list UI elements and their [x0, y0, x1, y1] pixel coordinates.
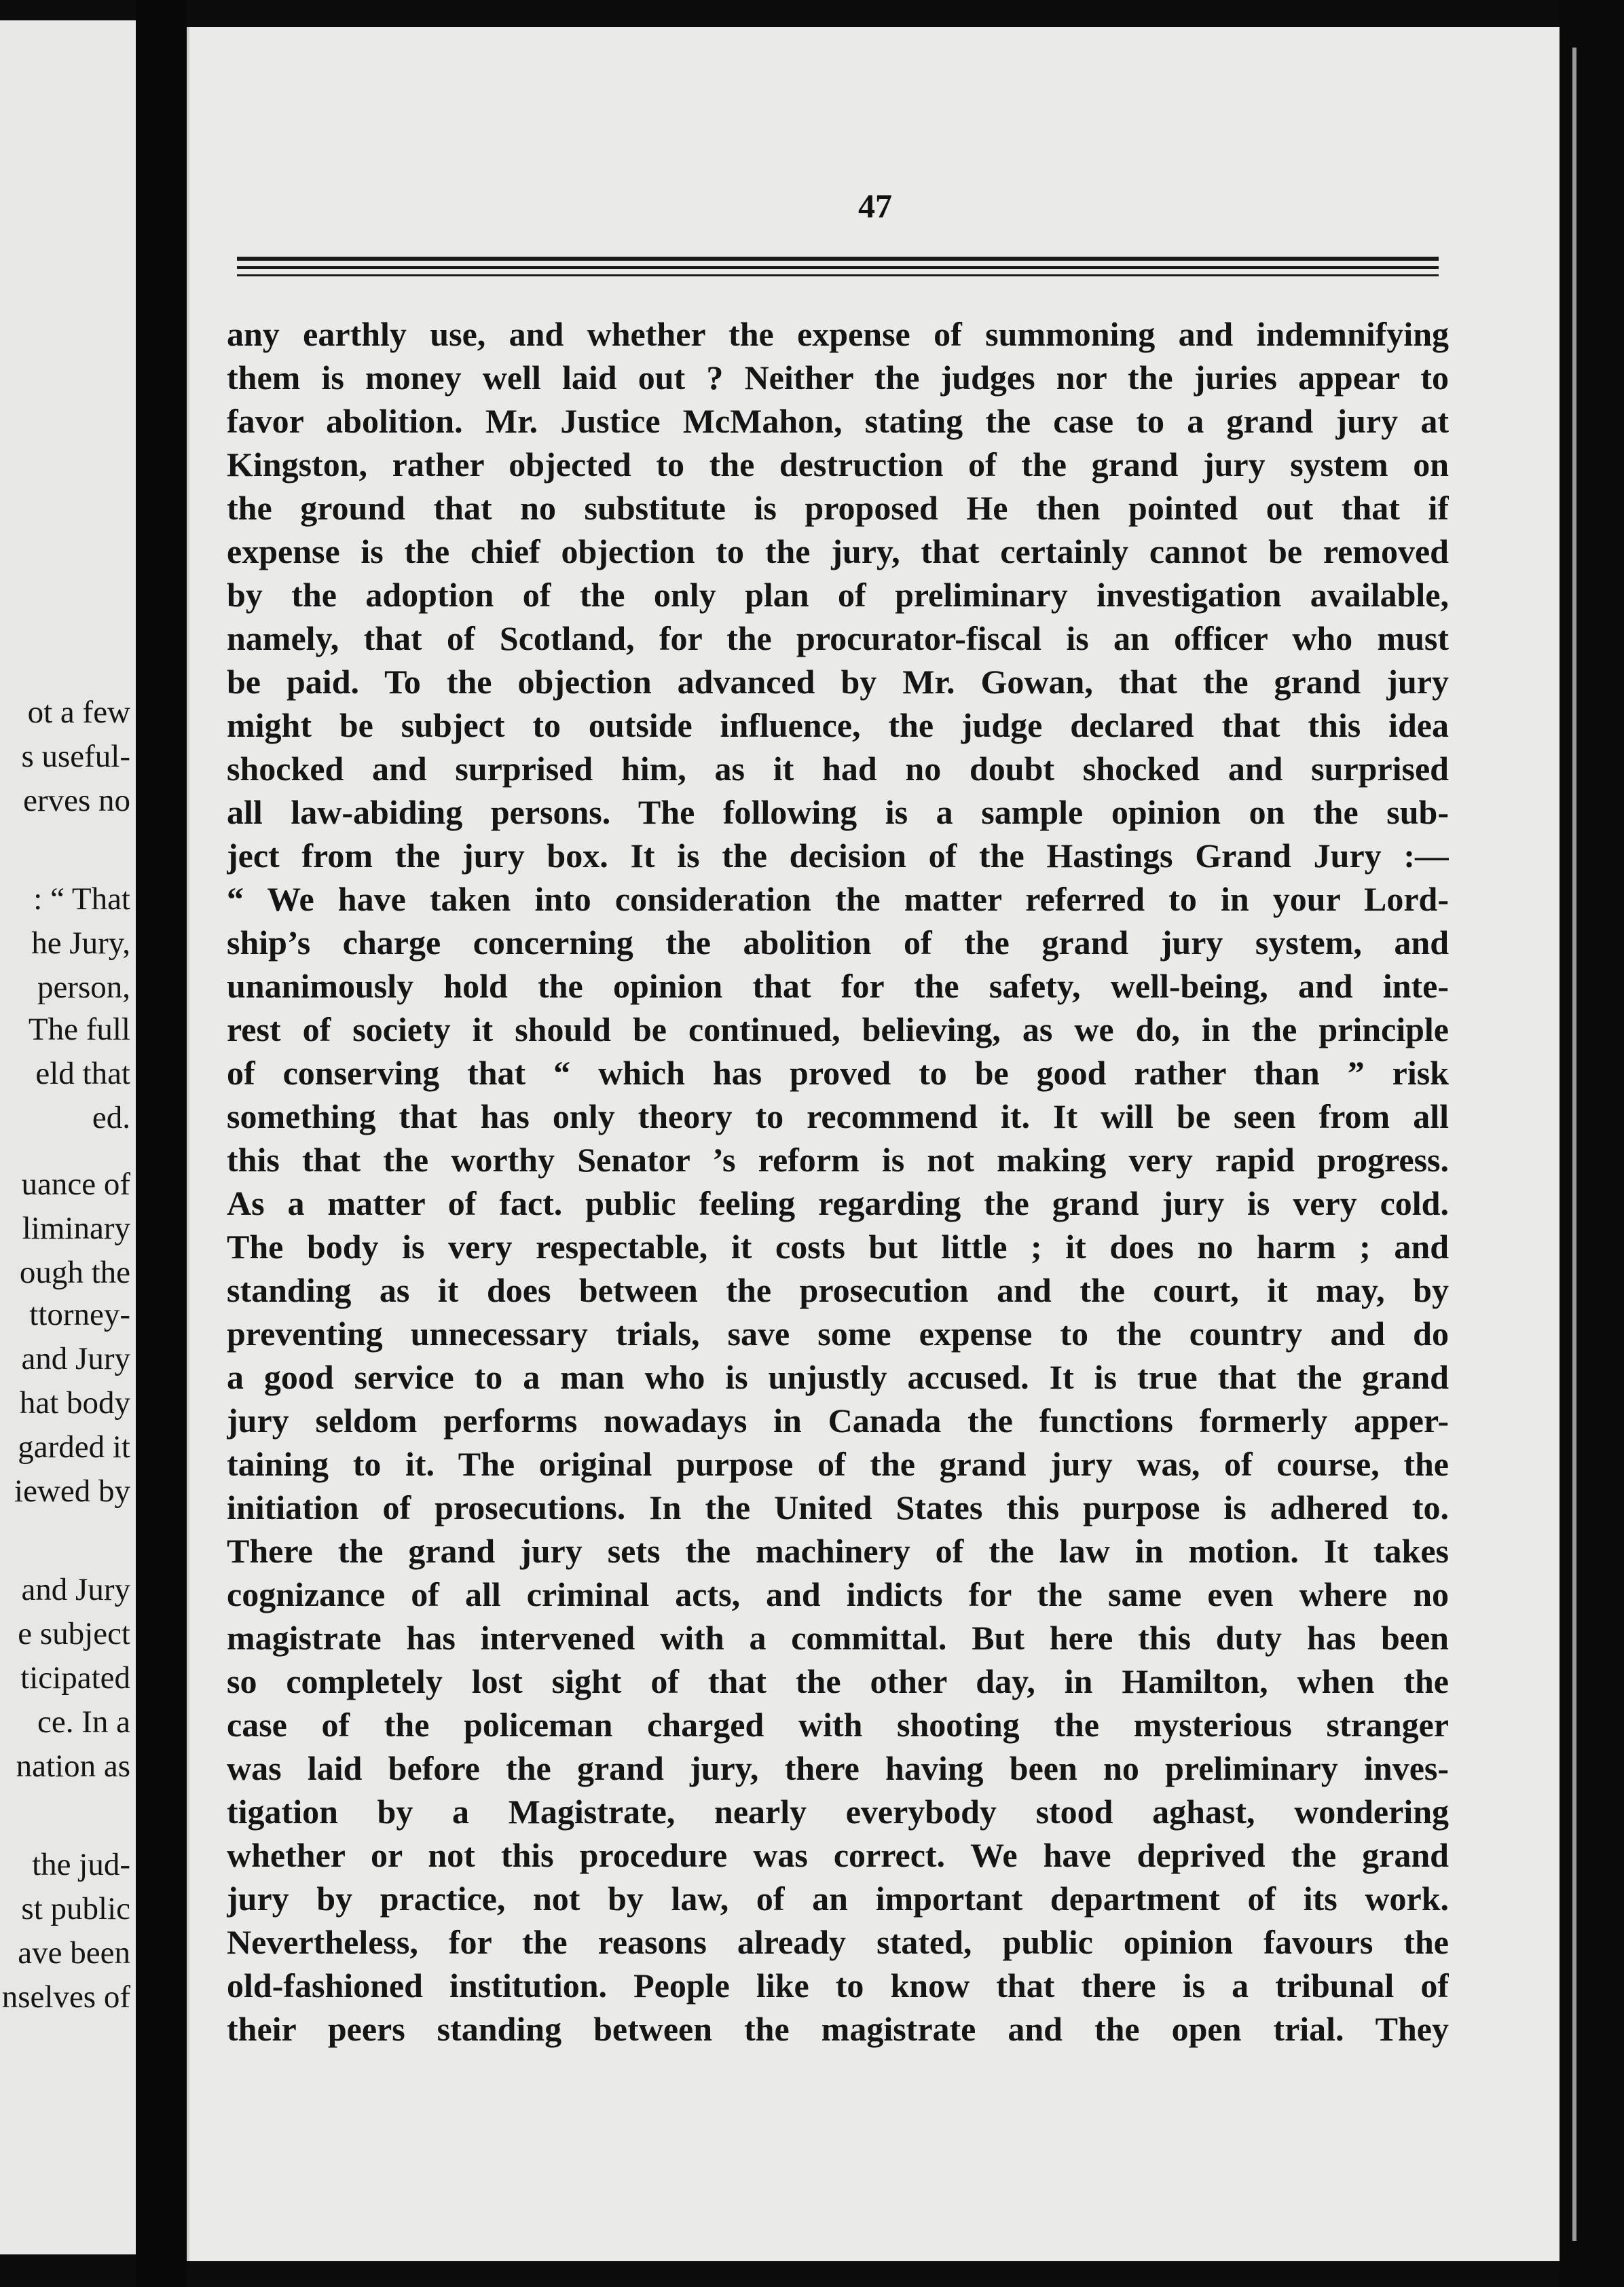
- facing-text-line: and Jury: [21, 1572, 130, 1607]
- facing-text-line: he Jury,: [31, 926, 130, 961]
- facing-text-line: liminary: [22, 1211, 130, 1246]
- facing-text-line: erves no: [23, 783, 130, 818]
- text-line: There the grand jury sets the machinery of the law in motion. It takes: [227, 1532, 1449, 1570]
- text-line: namely, that of Scotland, for the procurator-fiscal is an officer who must: [227, 619, 1449, 657]
- scan-border-line: [1572, 48, 1576, 2241]
- text-line: a good service to a man who is unjustly accused. It is true that the grand: [227, 1358, 1449, 1396]
- text-line: standing as it does between the prosecution and the court, it may, by: [227, 1271, 1449, 1309]
- text-line: “ We have taken into consideration the matter referred to in your Lord-: [227, 880, 1449, 918]
- facing-page-fragment: [0, 20, 136, 2254]
- text-line: might be subject to outside influence, the judge declared that this idea: [227, 706, 1449, 744]
- text-line: them is money well laid out ? Neither the judges nor the juries appear to: [227, 359, 1449, 397]
- facing-text-line: hat body: [19, 1385, 130, 1421]
- facing-text-line: ttorney-: [29, 1297, 130, 1332]
- header-rule: [237, 257, 1439, 261]
- book-binding-gutter: [136, 0, 187, 2287]
- text-line: The body is very respectable, it costs but little ; it does no harm ; and: [227, 1228, 1449, 1266]
- text-line: any earthly use, and whether the expense of summoning and indemnifying: [227, 315, 1449, 353]
- facing-text-line: eld that: [35, 1056, 130, 1091]
- facing-text-line: s useful-: [21, 739, 130, 774]
- text-line: cognizance of all criminal acts, and indicts for the same even where no: [227, 1575, 1449, 1613]
- text-line: initiation of prosecutions. In the United States this purpose is adhered to.: [227, 1488, 1449, 1526]
- text-line: something that has only theory to recommend it. It will be seen from all: [227, 1097, 1449, 1135]
- facing-text-line: uance of: [21, 1167, 130, 1202]
- text-line: old-fashioned institution. People like to know that there is a tribunal of: [227, 1966, 1449, 2005]
- facing-text-line: ot a few: [27, 695, 130, 730]
- facing-text-line: and Jury: [21, 1341, 130, 1376]
- facing-text-line: nselves of: [1, 1979, 130, 2015]
- text-line: case of the policeman charged with shooting the mysterious stranger: [227, 1706, 1449, 1744]
- facing-text-line: : “ That: [33, 881, 130, 917]
- text-line: taining to it. The original purpose of the grand jury was, of course, the: [227, 1445, 1449, 1483]
- facing-text-line: ave been: [18, 1935, 130, 1971]
- text-line: whether or not this procedure was correct. We have deprived the grand: [227, 1836, 1449, 1874]
- book-page: [187, 27, 1562, 2261]
- text-line: unanimously hold the opinion that for the safety, well-being, and inte-: [227, 967, 1449, 1005]
- facing-text-line: ed.: [92, 1100, 130, 1135]
- text-line: shocked and surprised him, as it had no doubt shocked and surprised: [227, 750, 1449, 788]
- text-line: preventing unnecessary trials, save some expense to the country and do: [227, 1315, 1449, 1353]
- text-line: the ground that no substitute is proposed He then pointed out that if: [227, 489, 1449, 527]
- text-line: favor abolition. Mr. Justice McMahon, stating the case to a grand jury at: [227, 402, 1449, 440]
- body-text: [227, 312, 1449, 2051]
- text-line: magistrate has intervened with a committal. But here this duty has been: [227, 1619, 1449, 1657]
- text-line: be paid. To the objection advanced by Mr. Gowan, that the grand jury: [227, 663, 1449, 701]
- text-line: this that the worthy Senator ’s reform is not making very rapid progress.: [227, 1141, 1449, 1179]
- facing-text-line: person,: [37, 970, 130, 1005]
- header-rule: [237, 274, 1439, 276]
- text-line: tigation by a Magistrate, nearly everybody stood aghast, wondering: [227, 1793, 1449, 1831]
- text-line: ship’s charge concerning the abolition of the grand jury system, and: [227, 923, 1449, 962]
- text-line: Kingston, rather objected to the destruction of the grand jury system on: [227, 445, 1449, 483]
- text-line: As a matter of fact. public feeling regarding the grand jury is very cold.: [227, 1184, 1449, 1222]
- facing-text-line: ticipated: [20, 1660, 130, 1696]
- facing-text-line: iewed by: [14, 1474, 130, 1509]
- page-number: 47: [858, 187, 892, 225]
- header-rule: [237, 266, 1439, 269]
- facing-text-line: the jud-: [32, 1847, 130, 1882]
- facing-text-line: The full: [28, 1012, 130, 1047]
- text-line: was laid before the grand jury, there having been no preliminary inves-: [227, 1749, 1449, 1787]
- text-line: so completely lost sight of that the other day, in Hamilton, when the: [227, 1662, 1449, 1700]
- text-line: of conserving that “ which has proved to be good rather than ” risk: [227, 1054, 1449, 1092]
- text-line: their peers standing between the magistrate and the open trial. They: [227, 2010, 1449, 2048]
- text-line: expense is the chief objection to the jury, that certainly cannot be removed: [227, 532, 1449, 570]
- text-line: jury by practice, not by law, of an important department of its work.: [227, 1880, 1449, 1918]
- facing-text-line: e subject: [18, 1616, 130, 1651]
- text-line: ject from the jury box. It is the decision of the Hastings Grand Jury :—: [227, 837, 1449, 875]
- facing-text-line: ce. In a: [37, 1704, 130, 1740]
- facing-text-line: ough the: [19, 1255, 130, 1290]
- text-line: rest of society it should be continued, believing, as we do, in the principle: [227, 1010, 1449, 1048]
- text-line: all law-abiding persons. The following is a sample opinion on the sub-: [227, 793, 1449, 831]
- text-line: by the adoption of the only plan of preliminary investigation available,: [227, 576, 1449, 614]
- text-line: jury seldom performs nowadays in Canada the functions formerly apper-: [227, 1402, 1449, 1440]
- scan-border: [1560, 0, 1624, 2287]
- text-line: Nevertheless, for the reasons already stated, public opinion favours the: [227, 1923, 1449, 1961]
- facing-text-line: nation as: [16, 1749, 130, 1784]
- facing-text-line: st public: [21, 1891, 130, 1926]
- facing-text-line: garded it: [18, 1429, 130, 1465]
